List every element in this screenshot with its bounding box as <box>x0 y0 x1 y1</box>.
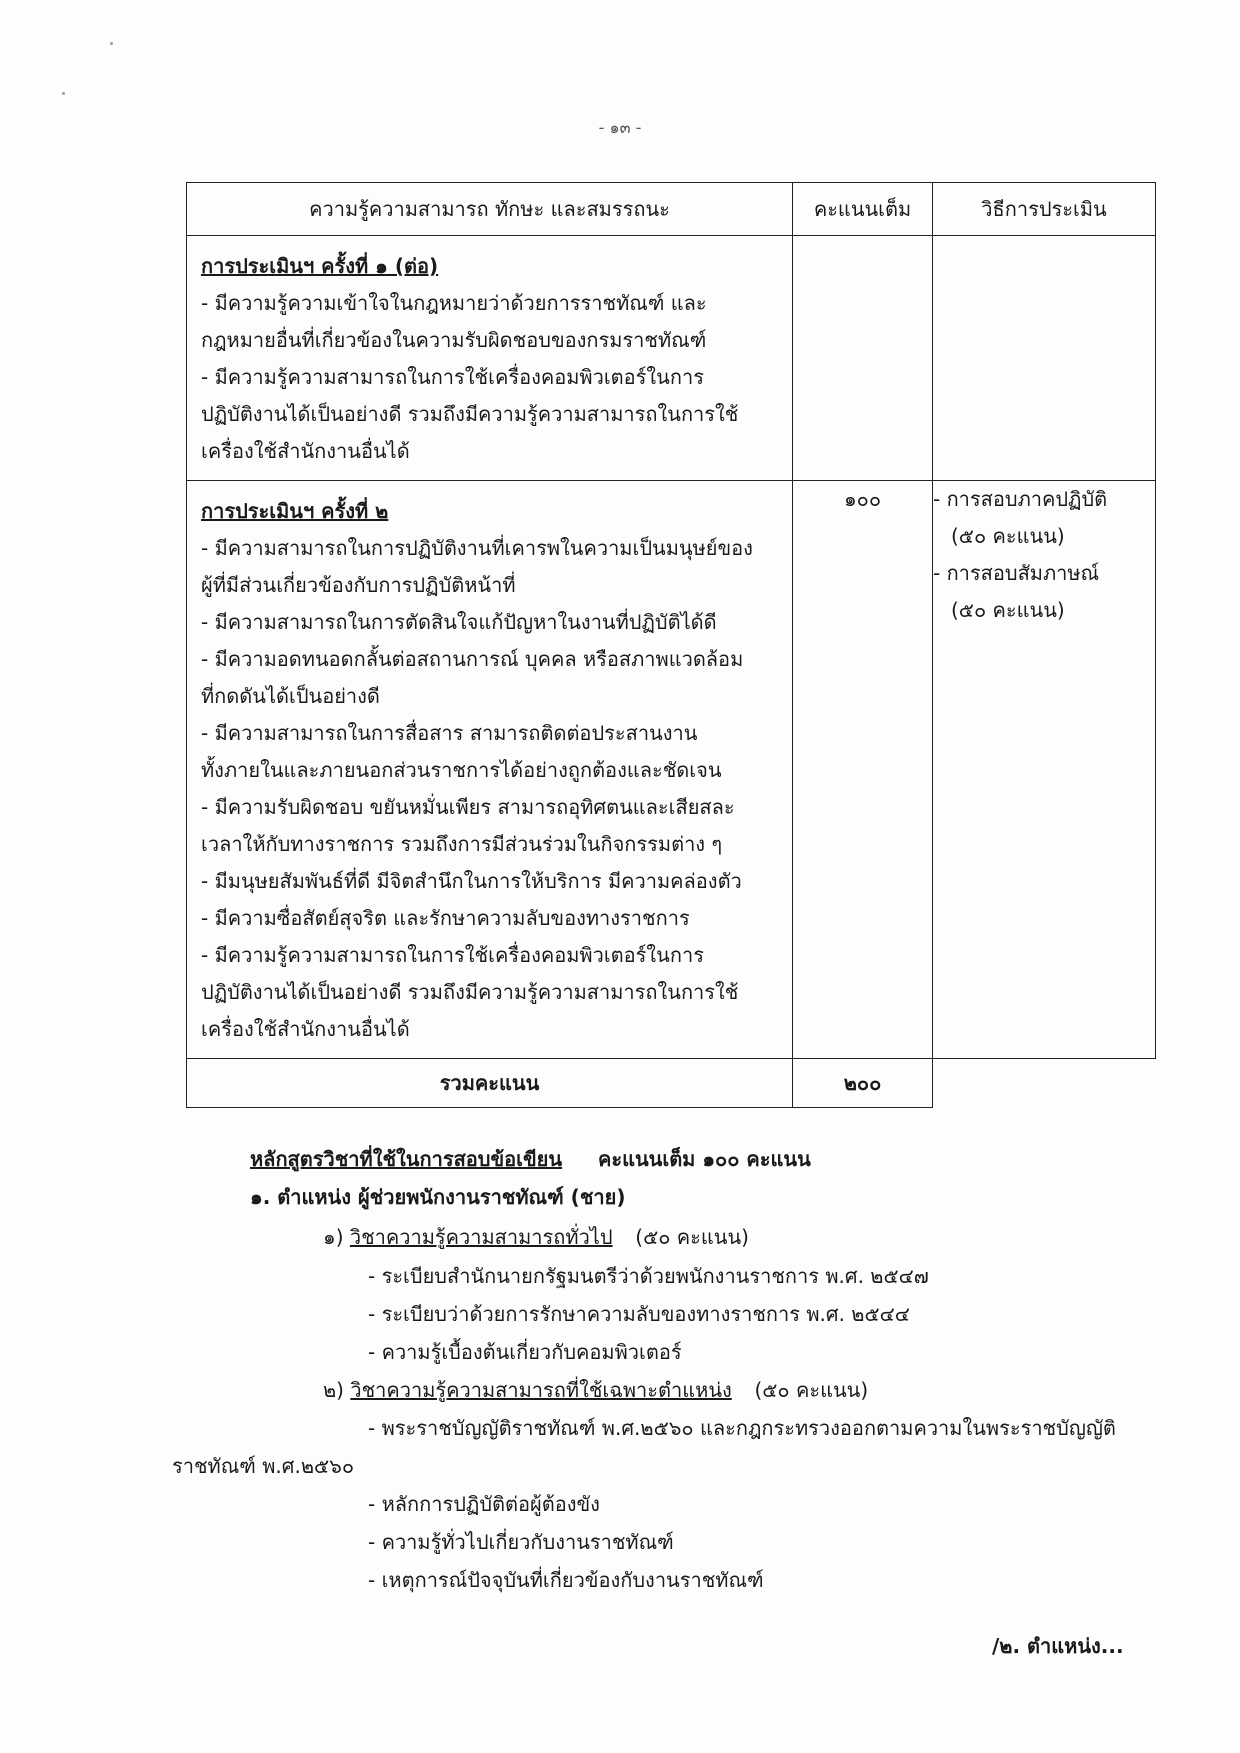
subject-1: ๑) วิชาความรู้ความสามารถทั่วไป (๕๐ คะแนน) <box>323 1225 749 1249</box>
table-header-row <box>187 183 1156 236</box>
competency-line: ปฏิบัติงานได้เป็นอย่างดี รวมถึงมีความรู้ความสามารถในการใช้ <box>201 402 739 426</box>
competency-cell <box>187 236 793 481</box>
competency-line: - มีความสามารถในการตัดสินใจแก้ปัญหาในงานที่ปฏิบัติได้ดี <box>201 610 717 634</box>
subject-1-score: (๕๐ คะแนน) <box>635 1225 749 1249</box>
competency-line: - มีความอดทนอดกลั้นต่อสถานการณ์ บุคคล หรือสภาพแวดล้อม <box>201 647 744 671</box>
section-heading: การประเมินฯ ครั้งที่ ๑ (ต่อ) <box>201 254 439 278</box>
competency-line: - มีความสามารถในการสื่อสาร สามารถติดต่อประสานงาน <box>201 721 698 745</box>
total-row <box>187 1059 1156 1108</box>
method-name: - การสอบสัมภาษณ์ <box>933 561 1100 585</box>
subject-2: ๒) วิชาความรู้ความสามารถที่ใช้เฉพาะตำแหน่ง (๕๐ คะแนน) <box>323 1378 869 1402</box>
competency-line: เวลาให้กับทางราชการ รวมถึงการมีส่วนร่วมในกิจกรรมต่าง ๆ <box>201 832 723 856</box>
competency-line: - มีความซื่อสัตย์สุจริต และรักษาความลับของทางราชการ <box>201 906 690 930</box>
score-cell: ๑๐๐ <box>793 481 933 1059</box>
subject-2-name: วิชาความรู้ความสามารถที่ใช้เฉพาะตำแหน่ง <box>350 1378 732 1402</box>
competency-line: - มีความรับผิดชอบ ขยันหมั่นเพียร สามารถอุทิศตนและเสียสละ <box>201 795 735 819</box>
method-cell <box>933 481 1156 1059</box>
method-points: (๕๐ คะแนน) <box>951 598 1065 622</box>
header-method: วิธีการประเมิน <box>933 183 1156 236</box>
competency-cell <box>187 481 793 1059</box>
table-row <box>187 236 1156 481</box>
subject-1-item: - ระเบียบสำนักนายกรัฐมนตรีว่าด้วยพนักงานราชการ พ.ศ. ๒๕๔๗ <box>368 1264 929 1288</box>
competency-line: - มีความรู้ความสามารถในการใช้เครื่องคอมพิวเตอร์ในการ <box>201 365 704 389</box>
scan-speck <box>62 92 65 95</box>
subject-1-name: วิชาความรู้ความสามารถทั่วไป <box>349 1225 613 1249</box>
method-name: - การสอบภาคปฏิบัติ <box>933 487 1108 511</box>
competency-line: - มีความสามารถในการปฏิบัติงานที่เคารพในความเป็นมนุษย์ของ <box>201 536 753 560</box>
total-label: รวมคะแนน <box>187 1059 793 1108</box>
page-number: - ๑๓ - <box>598 118 642 137</box>
subject-1-item: - ความรู้เบื้องต้นเกี่ยวกับคอมพิวเตอร์ <box>368 1340 682 1364</box>
position-heading: ๑. ตำแหน่ง ผู้ช่วยพนักงานราชทัณฑ์ (ชาย) <box>250 1185 626 1209</box>
subject-2-score: (๕๐ คะแนน) <box>754 1378 869 1402</box>
competency-line: ทั้งภายในและภายนอกส่วนราชการได้อย่างถูกต้องและชัดเจน <box>201 758 722 782</box>
header-competency: ความรู้ความสามารถ ทักษะ และสมรรถนะ <box>187 183 793 236</box>
subject-2-item: - ความรู้ทั่วไปเกี่ยวกับงานราชทัณฑ์ <box>368 1530 674 1554</box>
competency-line: ที่กดดันได้เป็นอย่างดี <box>201 684 380 708</box>
competency-line: - มีความรู้ความเข้าใจในกฎหมายว่าด้วยการราชทัณฑ์ และ <box>201 291 707 315</box>
subject-2-item: - พระราชบัญญัติราชทัณฑ์ พ.ศ.๒๕๖๐ และกฎกระทรวงออกตามความในพระราชบัญญัติ <box>368 1416 1116 1440</box>
subject-2-item: - เหตุการณ์ปัจจุบันที่เกี่ยวข้องกับงานราชทัณฑ์ <box>368 1568 764 1592</box>
score-cell <box>793 236 933 481</box>
total-score: ๒๐๐ <box>793 1059 933 1108</box>
table-row <box>187 481 1156 1059</box>
competency-line: ผู้ที่มีส่วนเกี่ยวข้องกับการปฏิบัติหน้าที่ <box>201 573 516 597</box>
continuation-marker: /๒. ตำแหน่ง... <box>992 1634 1124 1658</box>
competency-line: ปฏิบัติงานได้เป็นอย่างดี รวมถึงมีความรู้ความสามารถในการใช้ <box>201 980 739 1004</box>
method-cell <box>933 236 1156 481</box>
competency-line: กฎหมายอื่นที่เกี่ยวข้องในความรับผิดชอบของกรมราชทัณฑ์ <box>201 328 707 352</box>
section-heading: การประเมินฯ ครั้งที่ ๒ <box>201 499 389 523</box>
syllabus-title-score: คะแนนเต็ม ๑๐๐ คะแนน <box>598 1147 811 1171</box>
syllabus-title-line <box>250 1143 811 1175</box>
competency-line: - มีมนุษยสัมพันธ์ที่ดี มีจิตสำนึกในการให้บริการ มีความคล่องตัว <box>201 869 742 893</box>
header-full-score: คะแนนเต็ม <box>793 183 933 236</box>
subject-2-item-cont: ราชทัณฑ์ พ.ศ.๒๕๖๐ <box>172 1454 355 1478</box>
competency-line: - มีความรู้ความสามารถในการใช้เครื่องคอมพิวเตอร์ในการ <box>201 943 704 967</box>
competency-line: เครื่องใช้สำนักงานอื่นได้ <box>201 439 410 463</box>
subject-1-item: - ระเบียบว่าด้วยการรักษาความลับของทางราชการ พ.ศ. ๒๕๔๔ <box>368 1302 910 1326</box>
method-points: (๕๐ คะแนน) <box>951 524 1065 548</box>
competency-line: เครื่องใช้สำนักงานอื่นได้ <box>201 1017 410 1041</box>
scan-speck <box>110 42 113 45</box>
assessment-table <box>186 182 1156 1108</box>
subject-2-item: - หลักการปฏิบัติต่อผู้ต้องขัง <box>368 1492 600 1516</box>
syllabus-title: หลักสูตรวิชาที่ใช้ในการสอบข้อเขียน <box>250 1147 563 1171</box>
